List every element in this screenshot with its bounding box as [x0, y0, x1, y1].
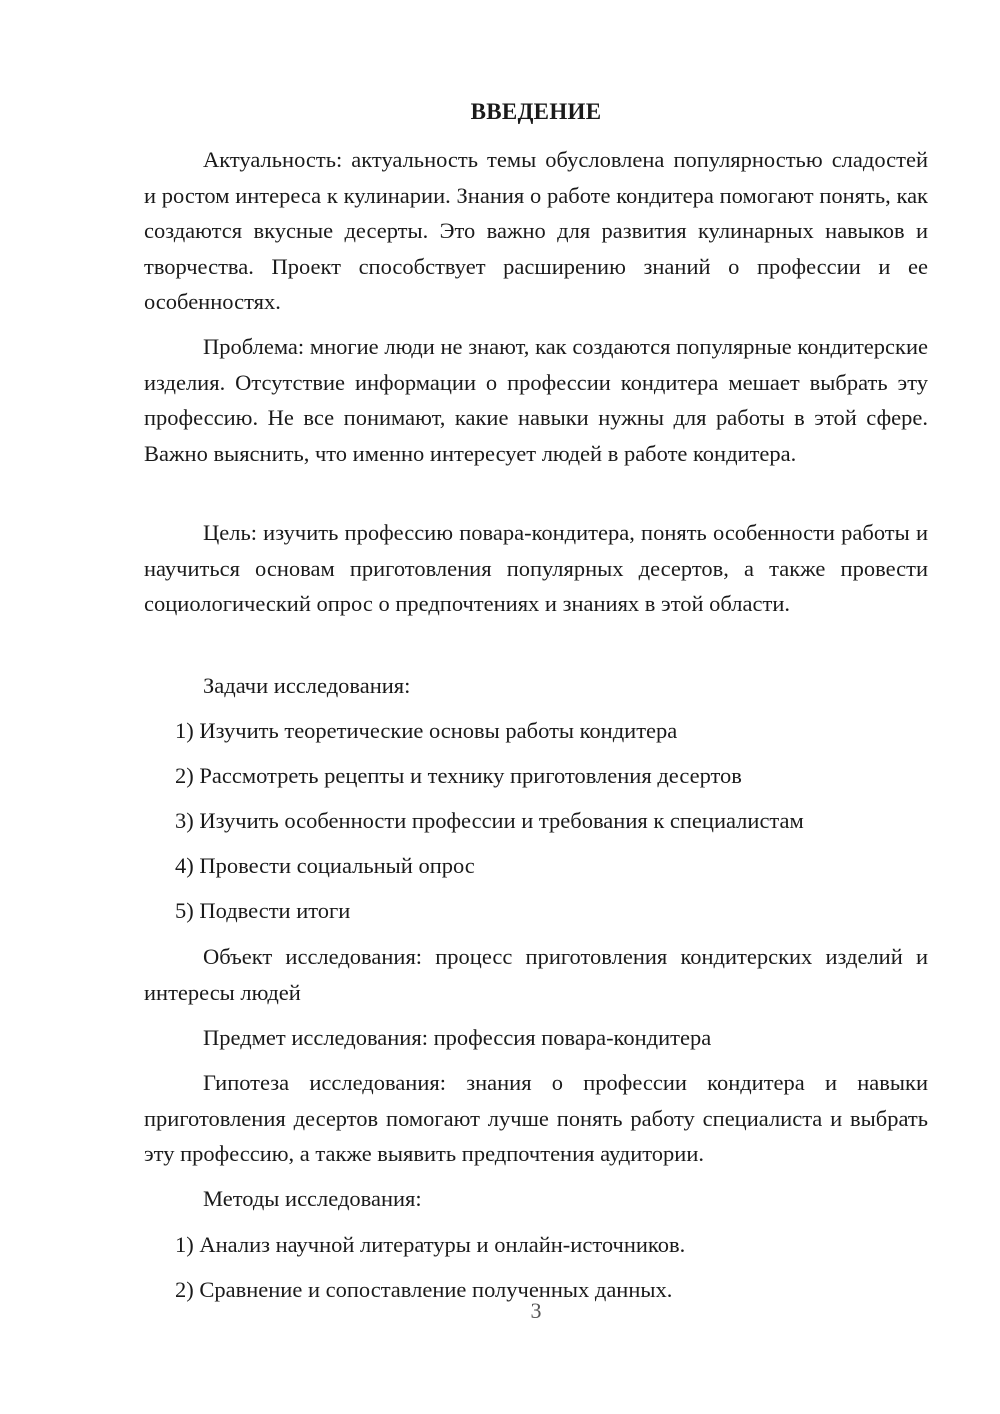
task-item: 5) Подвести итоги [175, 898, 351, 923]
method-item: 2) Сравнение и сопоставление полученных данных. [175, 1277, 673, 1302]
paragraph-subject: Предмет исследования: профессия повара-кондитера [203, 1025, 712, 1050]
methods-heading: Методы исследования: [203, 1186, 422, 1211]
paragraph-problem: Проблема: многие люди не знают, как создаются популярные кондитерские изделия. Отсутствие информации о профессии кондитера мешает выбрать эту профессию. Не все понимают, какие навыки нужны для работы в этой сфере. Важно выяснить, что именно интересует людей в работе кондитера. [144, 334, 928, 466]
task-item: 3) Изучить особенности профессии и требования к специалистам [175, 808, 804, 833]
paragraph-goal: Цель: изучить профессию повара-кондитера, понять особенности работы и научиться основам приготовления популярных десертов, а также провести социологический опрос о предпочтениях и знаниях в этой области. [144, 520, 928, 616]
paragraph-object: Объект исследования: процесс приготовления кондитерских изделий и интересы людей [144, 944, 928, 1005]
paragraph-relevance: Актуальность: актуальность темы обусловлена популярностью сладостей и ростом интереса к кулинарии. Знания о работе кондитера помогают понять, как создаются вкусные десерты. Это важно для развития кулинарных навыков и творчества. Проект способствует расширению знаний о профессии и ее особенностях. [144, 147, 928, 314]
task-item: 4) Провести социальный опрос [175, 853, 475, 878]
task-item: 1) Изучить теоретические основы работы кондитера [175, 718, 678, 743]
tasks-heading: Задачи исследования: [203, 673, 411, 698]
method-item: 1) Анализ научной литературы и онлайн-источников. [175, 1232, 686, 1257]
page-number: 3 [530, 1298, 542, 1323]
section-title: ВВЕДЕНИЕ [470, 99, 602, 124]
task-item: 2) Рассмотреть рецепты и технику приготовления десертов [175, 763, 742, 788]
paragraph-hypothesis: Гипотеза исследования: знания о профессии кондитера и навыки приготовления десертов помогают лучше понять работу специалиста и выбрать эту профессию, а также выявить предпочтения аудитории. [144, 1070, 928, 1166]
